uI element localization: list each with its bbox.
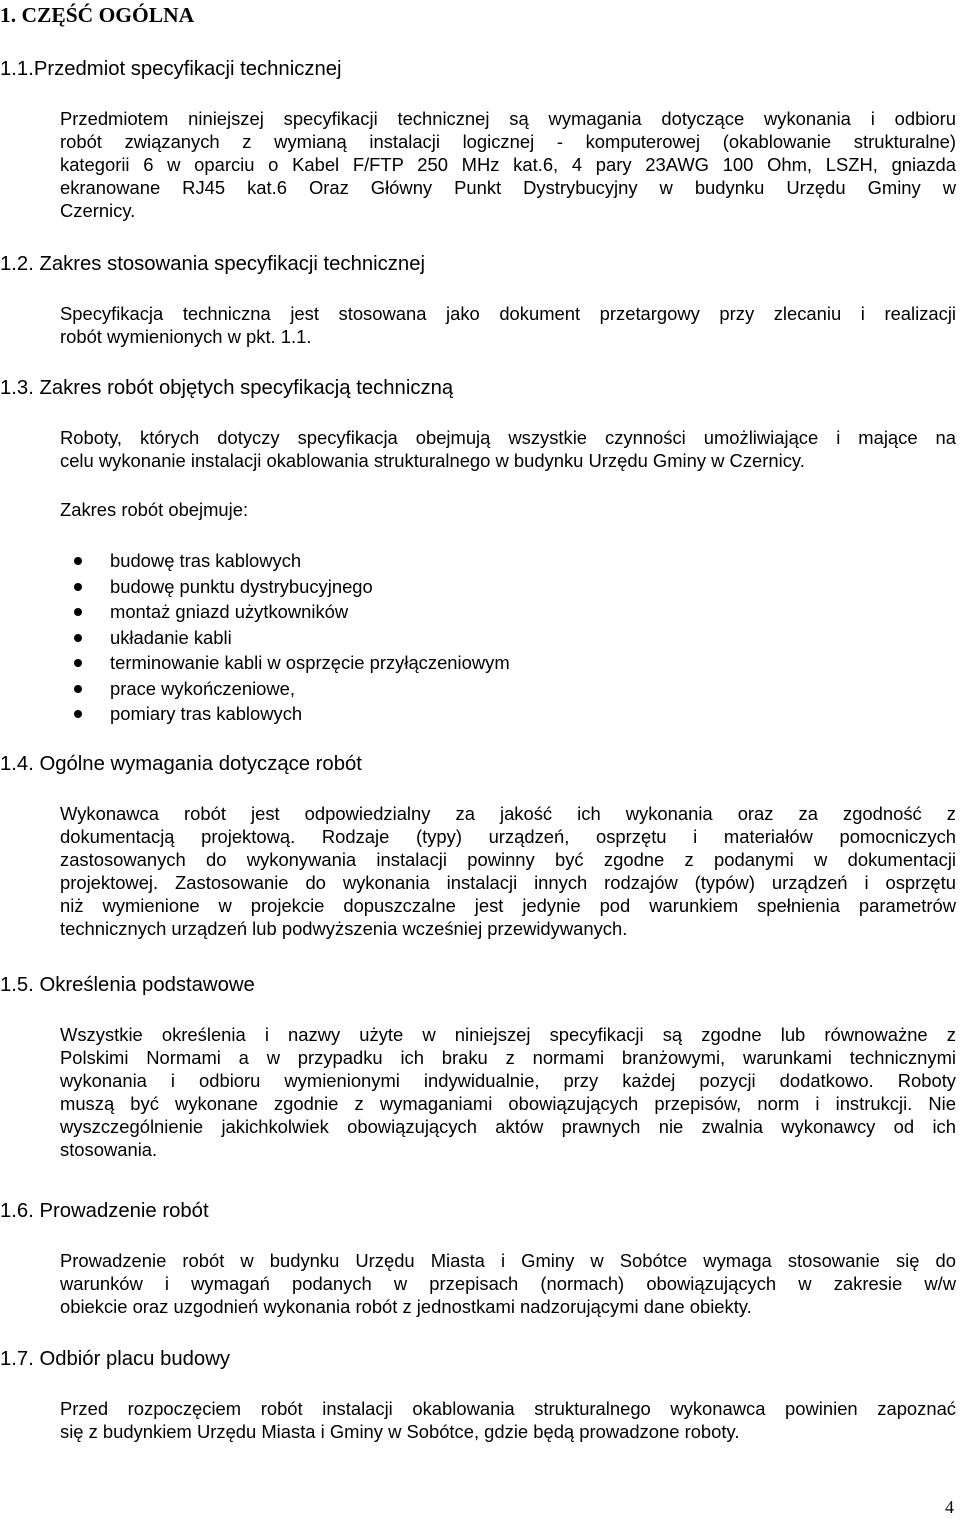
bullet-icon [74, 659, 82, 667]
section-paragraph-1-2 [60, 302, 956, 348]
paragraph-line: wyszczególnienie jakichkolwiek obowiązujących aktów prawnych nie zwalnia wykonawcy od ich [60, 1116, 956, 1137]
paragraph-line: Wszystkie określenia i nazwy użyte w niniejszej specyfikacji są zgodne lub równoważne z [60, 1024, 956, 1045]
document-title: 1. CZĘŚĆ OGÓLNA [0, 3, 195, 27]
paragraph-line: się z budynkiem Urzędu Miasta i Gminy w Sobótce, gdzie będą prowadzone roboty. [60, 1421, 740, 1442]
section-paragraph-1-4 [60, 802, 956, 940]
paragraph-line: kategorii 6 w oparciu o Kabel F/FTP 250 MHz kat.6, 4 pary 23AWG 100 Ohm, LSZH, gniazda [60, 154, 956, 175]
section-paragraph-1-3 [60, 426, 956, 472]
list-item-text: budowę punktu dystrybucyjnego [110, 575, 373, 597]
paragraph-line: obiekcie oraz uzgodnień wykonania robót z jednostkami nadzorującymi dane obiekty. [60, 1296, 752, 1317]
section-heading-1-2: 1.2. Zakres stosowania specyfikacji technicznej [0, 253, 425, 275]
section-heading-1-4: 1.4. Ogólne wymagania dotyczące robót [0, 753, 362, 775]
section-paragraph-1-6 [60, 1249, 956, 1318]
section-paragraph-1-5 [60, 1023, 956, 1161]
list-item-text: prace wykończeniowe, [110, 677, 296, 699]
section-heading-1-7: 1.7. Odbiór placu budowy [0, 1348, 230, 1370]
paragraph-line: Czernicy. [60, 200, 136, 221]
paragraph-line: wykonania i odbioru wymienionymi indywidualnie, przy każdej pozycji dodatkowo. Roboty [60, 1070, 956, 1091]
paragraph-line: dokumentacją projektową. Rodzaje (typy) urządzeń, osprzętu i materiałów pomocniczych [60, 826, 956, 847]
paragraph-line: Przed rozpoczęciem robót instalacji okablowania strukturalnego wykonawca powinien zapoznać [60, 1398, 956, 1419]
paragraph-line: ekranowane RJ45 kat.6 Oraz Główny Punkt Dystrybucyjny w budynku Urzędu Gminy w [60, 177, 956, 198]
section-paragraph-1-1 [60, 107, 956, 222]
paragraph-line: robót związanych z wymianą instalacji logicznej - komputerowej (okablowanie strukturalne) [60, 131, 956, 152]
section-heading-1-1: 1.1.Przedmiot specyfikacji technicznej [0, 58, 342, 80]
list-item-text: montaż gniazd użytkowników [110, 601, 349, 622]
paragraph-line: warunków i wymagań podanych w przepisach (normach) obowiązujących w zakresie w/w [60, 1273, 956, 1294]
list-item-text: budowę tras kablowych [110, 550, 302, 571]
paragraph-line: robót wymienionych w pkt. 1.1. [60, 326, 312, 347]
bullet-icon [74, 583, 82, 591]
section-paragraph-1-7 [60, 1397, 956, 1443]
paragraph-line: projektowej. Zastosowanie do wykonania instalacji innych rodzajów (typów) urządzeń i osprzętu [60, 872, 956, 893]
page-number: 4 [945, 1497, 954, 1517]
paragraph-line: zastosowanych do wykonywania instalacji powinny być zgodne z podanymi w dokumentacji [60, 849, 956, 870]
list-item-text: pomiary tras kablowych [110, 703, 303, 724]
bullet-icon [74, 685, 82, 693]
bullet-icon [74, 710, 82, 718]
paragraph-line: Prowadzenie robót w budynku Urzędu Miasta i Gminy w Sobótce wymaga stosowanie się do [60, 1250, 956, 1271]
section-heading-1-5: 1.5. Określenia podstawowe [0, 974, 255, 996]
paragraph-line: Polskimi Normami a w przypadku ich braku z normami branżowymi, warunkami technicznymi [60, 1047, 956, 1068]
paragraph-line: Specyfikacja techniczna jest stosowana jako dokument przetargowy przy zlecaniu i realizacji [60, 303, 956, 324]
bullet-icon [74, 608, 82, 616]
list-item-text: układanie kabli [110, 626, 232, 648]
paragraph-line: Roboty, których dotyczy specyfikacja obejmują wszystkie czynności umożliwiające i mające na [60, 427, 956, 448]
paragraph-line: Wykonawca robót jest odpowiedzialny za jakość ich wykonania oraz za zgodność z [60, 803, 956, 824]
list-item-text: terminowanie kabli w osprzęcie przyłączeniowym [110, 652, 510, 673]
paragraph-line: technicznych urządzeń lub podwyższenia wcześniej przewidywanych. [60, 918, 628, 939]
bullet-icon [74, 634, 82, 642]
paragraph-line: Przedmiotem niniejszej specyfikacji technicznej są wymagania dotyczące wykonania i odbioru [60, 108, 956, 129]
paragraph-line: muszą być wykonane zgodnie z wymaganiami obowiązujących przepisów, norm i instrukcji. Nie [60, 1093, 956, 1114]
paragraph-line: stosowania. [60, 1139, 158, 1160]
paragraph-line: celu wykonanie instalacji okablowania strukturalnego w budynku Urzędu Gminy w Czernicy. [60, 450, 805, 471]
paragraph-line: niż wymienione w projekcie dopuszczalne jest jedynie pod warunkiem spełnienia parametrów [60, 895, 956, 916]
bullet-icon [74, 557, 82, 565]
section-heading-1-3: 1.3. Zakres robót objętych specyfikacją techniczną [0, 377, 454, 399]
section-heading-1-6: 1.6. Prowadzenie robót [0, 1200, 209, 1222]
scope-intro: Zakres robót obejmuje: [60, 499, 249, 520]
